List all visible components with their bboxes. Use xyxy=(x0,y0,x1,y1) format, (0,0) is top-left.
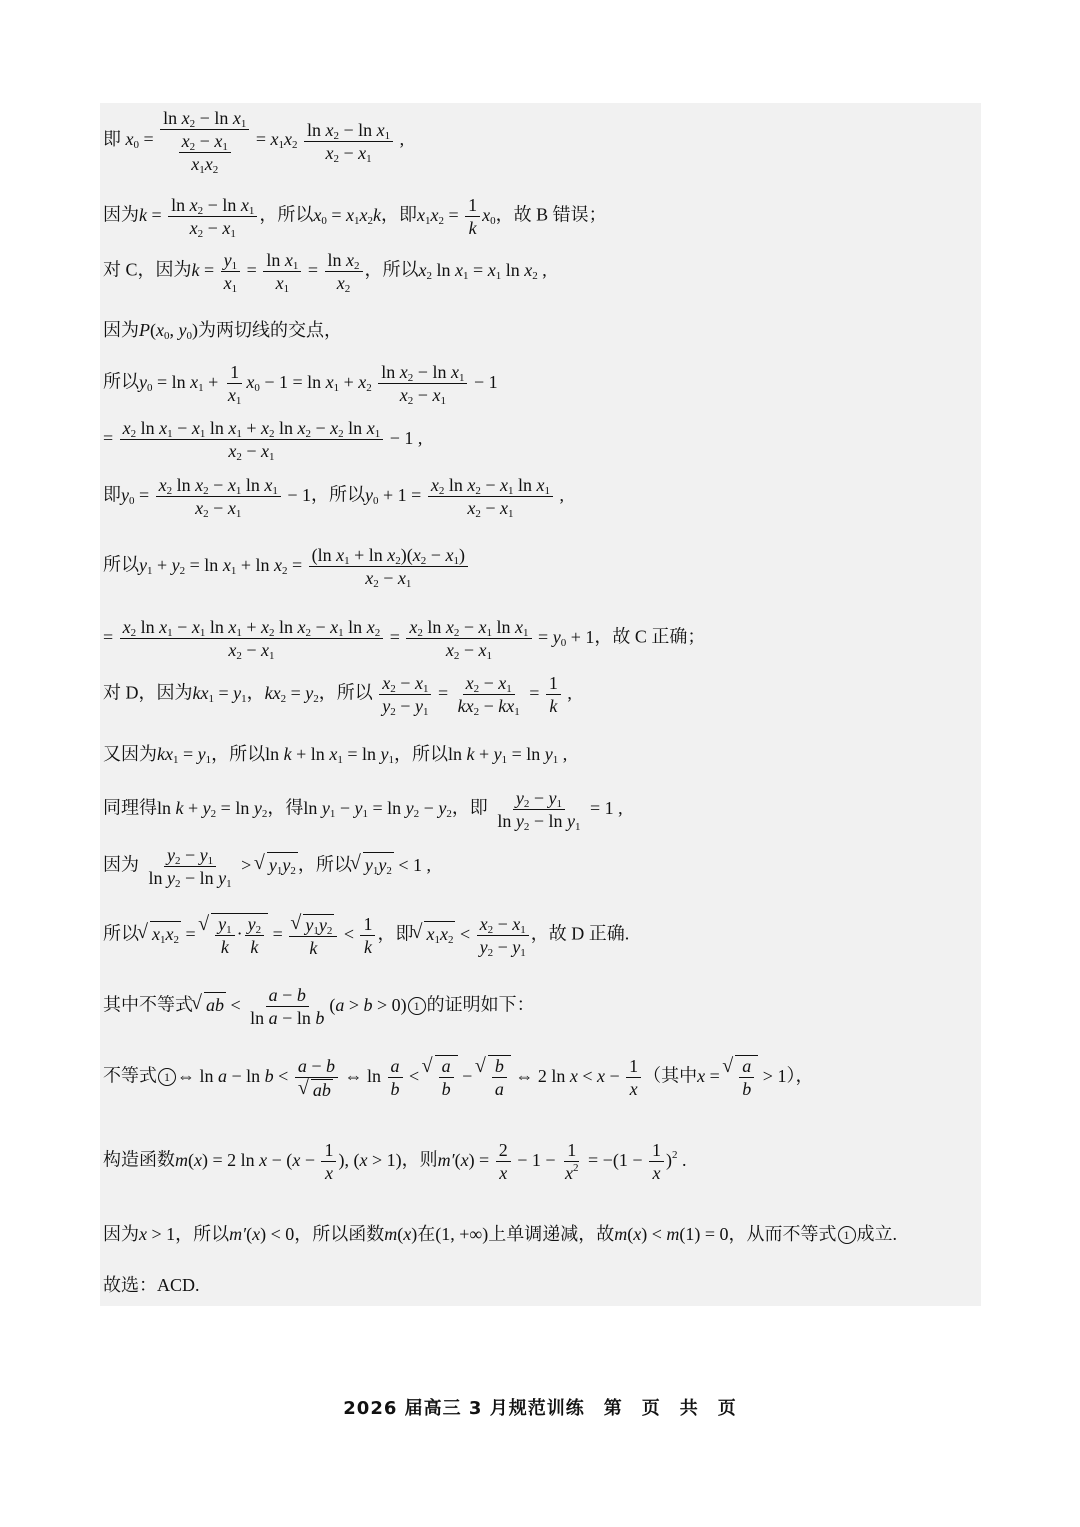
circled-one: 1 xyxy=(408,997,426,1015)
line-option-d: 对 D，因为$kx_1 = y_1$，$kx_2 = y_2$，所以 $\frac{x_2 - x_1}{y_2 - y_1}$ = $\frac{x_2 - x_1}{kx_2 - kx_1}$ = $\frac{1}{k}$ , xyxy=(103,673,572,718)
line-y0-derivation: 所以$y_0 = \ln x_1$ + $\frac{1}{x_1}$ $x_0 - 1 = \ln x_1 + x_2$ $\frac{\ln x_2 - \ln x_1}{x_2 - x_1}$ − 1 xyxy=(103,362,498,407)
line-ln-k: 又因为$kx_1 = y_1$，所以$\ln k + \ln x_1 = \ln y_1$，所以$\ln k + y_1 = \ln y_1$ , xyxy=(103,744,568,766)
line-y0-result: 即$y_0$ = $\frac{x_2 \ln x_2 - x_1 \ln x_1}{x_2 - x_1}$ − 1，所以$y_0 + 1$ = $\frac{x_2 \ln x_2 - x_1 \ln x_1}{x_2 - x_1}$ , xyxy=(103,475,564,520)
line-answer: 故选：ACD. xyxy=(103,1275,200,1295)
line-inequality-equivalence: 不等式 1 ⇔ ln a − ln b < a − b √ ab ⇔ ln $\frac{a}{b}$ < √ $\frac{a}{b}$ − √ $\frac{b}{a}$ ⇔ 2 ln x < x − $\frac{1}{x}$ （其中x = √ $\frac{a}{b}$ > 1）， xyxy=(103,1055,813,1100)
line-y1-plus-y2: 所以$y_1 + y_2 = \ln x_1 + \ln x_2$ = $\frac{(\ln x_1 + \ln x_2)(x_2 - x_1)}{x_2 - x_1}$ xyxy=(103,545,470,588)
line-construct-function: 构造函数m(x) = 2 ln x − (x − $\frac{1}{x}$ ), (x > 1)，则m′(x) = $\frac{2}{x}$ − 1 − $\frac{1}{x^2}$ = −(1 − $\frac{1}{x}$ )$^2$ . xyxy=(103,1140,687,1183)
line-y0-simplify: = $\frac{x_2 \ln x_1 - x_1 \ln x_1 + x_2 \ln x_2 - x_2 \ln x_1}{x_2 - x_1}$ − 1 , xyxy=(103,418,423,463)
line-intersection: 因为$P(x_0$, $y_0$)为两切线的交点， xyxy=(103,320,342,342)
line-x0-expression: 即 $x_0$ = $\frac{\ln x_2 - \ln x_1}{\frac{x_2 - x_1}{x_1x_2}}$ = $x_1x_2$ $\frac{\ln x_2 - \ln x_1}{x_2 - x_1}$ , xyxy=(103,108,405,176)
line-option-b: 因为k = $\frac{\ln x_2 - \ln x_1}{x_2 - x_1}$ ，所以$x_0 = x_1x_2k$，即$x_1x_2$ = $\frac{1}{k}$ $x_0$，故 B 错误； xyxy=(103,195,607,240)
circled-one: 1 xyxy=(158,1068,176,1086)
line-option-c-conclusion: = $\frac{x_2 \ln x_1 - x_1 \ln x_1 + x_2 \ln x_2 - x_1 \ln x_2}{x_2 - x_1}$ = $\frac{x_2 \ln x_2 - x_1 \ln x_1}{x_2 - x_1}$ = $y_0 + 1$，故 C 正确； xyxy=(103,617,706,662)
line-option-c: 对 C，因为k = $\frac{y_1}{x_1}$ = $\frac{\ln x_1}{x_1}$ = $\frac{\ln x_2}{x_2}$ ，所以$x_2$ $\ln x_1 = x_1$ $\ln x_2$ , xyxy=(103,250,547,295)
line-sqrt-y: 因为 $\frac{y_2 - y_1}{\ln y_2 - \ln y_1}$ > √ $y_1y_2$ ，所以√ $y_1y_2 < 1$ , xyxy=(103,845,431,888)
line-option-d-conclusion: 所以√ $x_1x_2$ = √ $\frac{y_1}{k}$ · $\frac{y_2}{k}$ = √ $\frac{y_1y_2}{k}$ < $\frac{1}{k}$ ，即√ $x_1x_2$ < $\frac{x_2 - x_1}{y_2 - y_1}$ ，故 D 正确. xyxy=(103,913,629,958)
line-similar: 同理得$\ln k + y_2 = \ln y_2$，得$\ln y_1 - y_1 = \ln y_2 - y_2$，即 $\frac{y_2 - y_1}{\ln y_2 - \ln y_1}$ = 1 , xyxy=(103,788,623,833)
line-monotone: 因为x > 1，所以m′(x) < 0，所以函数m(x)在(1, +∞)上单调递减，故m(x) < m(1) = 0，从而不等式 1 成立. xyxy=(103,1224,898,1244)
line-inequality-statement: 其中不等式√ ab < $\frac{a - b}{\text{ln a − ln b}}$ (a > b > 0) 1 的证明如下： xyxy=(103,985,535,1028)
page-footer: 2026 届高三 3 月规范训练 第 页 共 页 xyxy=(343,1398,737,1419)
circled-one: 1 xyxy=(838,1226,856,1244)
